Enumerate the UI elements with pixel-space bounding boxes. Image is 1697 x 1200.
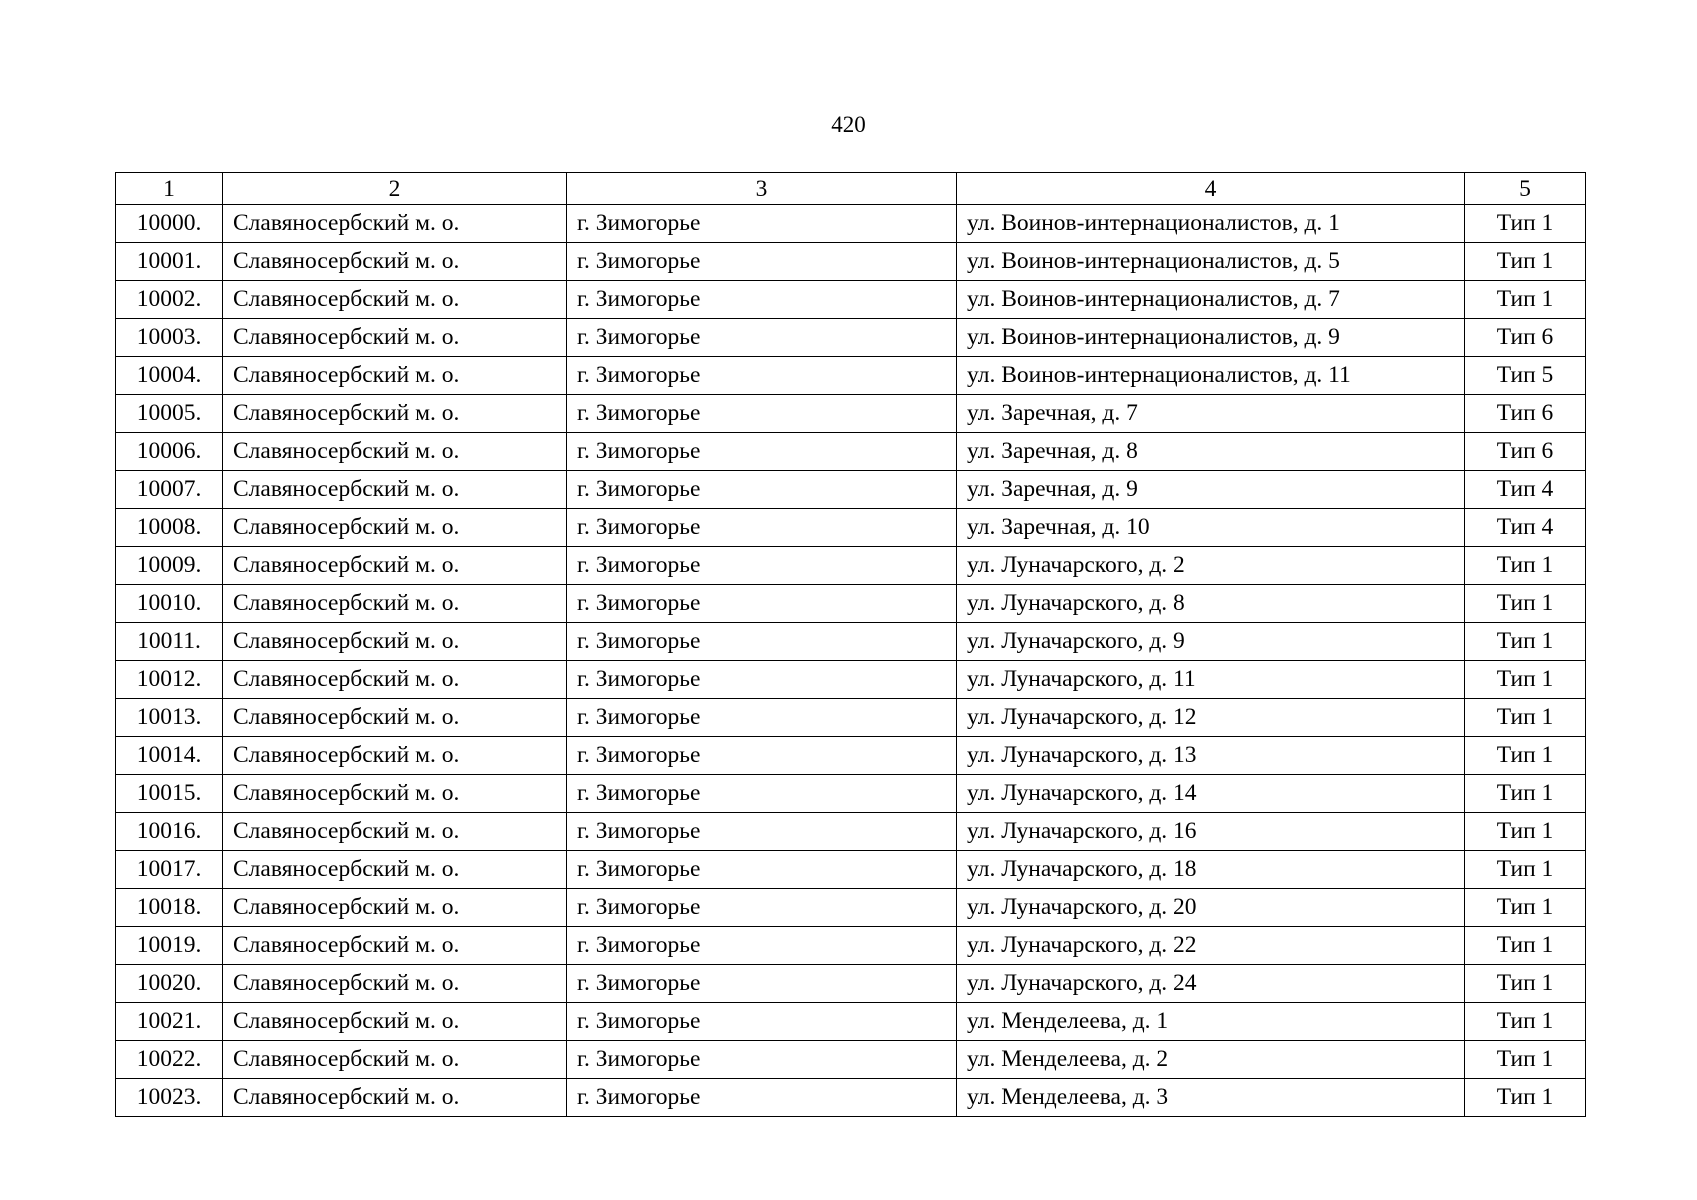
page-number: 420 xyxy=(831,112,866,137)
row-number-cell: 10008. xyxy=(116,509,223,547)
address-cell: ул. Луначарского, д. 14 xyxy=(957,775,1465,813)
district-cell: Славяносербский м. о. xyxy=(223,623,567,661)
address-cell: ул. Воинов-интернационалистов, д. 1 xyxy=(957,205,1465,243)
table-row xyxy=(116,623,1586,661)
address-cell: ул. Заречная, д. 7 xyxy=(957,395,1465,433)
type-cell: Тип 6 xyxy=(1465,319,1586,357)
type-cell: Тип 5 xyxy=(1465,357,1586,395)
address-cell: ул. Луначарского, д. 12 xyxy=(957,699,1465,737)
table-row xyxy=(116,927,1586,965)
city-cell: г. Зимогорье xyxy=(567,889,957,927)
address-cell: ул. Заречная, д. 9 xyxy=(957,471,1465,509)
row-number-cell: 10006. xyxy=(116,433,223,471)
address-cell: ул. Луначарского, д. 8 xyxy=(957,585,1465,623)
table-row xyxy=(116,281,1586,319)
address-cell: ул. Заречная, д. 10 xyxy=(957,509,1465,547)
column-header-3: 3 xyxy=(567,173,957,205)
type-cell: Тип 1 xyxy=(1465,927,1586,965)
city-cell: г. Зимогорье xyxy=(567,737,957,775)
address-cell: ул. Менделеева, д. 3 xyxy=(957,1079,1465,1117)
address-cell: ул. Воинов-интернационалистов, д. 11 xyxy=(957,357,1465,395)
row-number-cell: 10022. xyxy=(116,1041,223,1079)
type-cell: Тип 1 xyxy=(1465,851,1586,889)
type-cell: Тип 1 xyxy=(1465,1079,1586,1117)
table-row xyxy=(116,547,1586,585)
row-number-cell: 10002. xyxy=(116,281,223,319)
row-number-cell: 10016. xyxy=(116,813,223,851)
city-cell: г. Зимогорье xyxy=(567,243,957,281)
city-cell: г. Зимогорье xyxy=(567,471,957,509)
address-cell: ул. Луначарского, д. 20 xyxy=(957,889,1465,927)
district-cell: Славяносербский м. о. xyxy=(223,357,567,395)
address-cell: ул. Луначарского, д. 11 xyxy=(957,661,1465,699)
row-number-cell: 10017. xyxy=(116,851,223,889)
type-cell: Тип 4 xyxy=(1465,509,1586,547)
table-body xyxy=(116,205,1586,1117)
city-cell: г. Зимогорье xyxy=(567,965,957,1003)
row-number-cell: 10011. xyxy=(116,623,223,661)
district-cell: Славяносербский м. о. xyxy=(223,813,567,851)
district-cell: Славяносербский м. о. xyxy=(223,775,567,813)
city-cell: г. Зимогорье xyxy=(567,281,957,319)
city-cell: г. Зимогорье xyxy=(567,661,957,699)
city-cell: г. Зимогорье xyxy=(567,813,957,851)
table-row xyxy=(116,471,1586,509)
table-row xyxy=(116,205,1586,243)
table-row xyxy=(116,433,1586,471)
address-table xyxy=(115,172,1586,1117)
table-row xyxy=(116,509,1586,547)
row-number-cell: 10015. xyxy=(116,775,223,813)
row-number-cell: 10010. xyxy=(116,585,223,623)
district-cell: Славяносербский м. о. xyxy=(223,1003,567,1041)
city-cell: г. Зимогорье xyxy=(567,699,957,737)
address-cell: ул. Луначарского, д. 18 xyxy=(957,851,1465,889)
type-cell: Тип 1 xyxy=(1465,243,1586,281)
city-cell: г. Зимогорье xyxy=(567,927,957,965)
district-cell: Славяносербский м. о. xyxy=(223,699,567,737)
table-row xyxy=(116,319,1586,357)
table-row xyxy=(116,851,1586,889)
city-cell: г. Зимогорье xyxy=(567,205,957,243)
city-cell: г. Зимогорье xyxy=(567,851,957,889)
city-cell: г. Зимогорье xyxy=(567,395,957,433)
address-cell: ул. Луначарского, д. 9 xyxy=(957,623,1465,661)
district-cell: Славяносербский м. о. xyxy=(223,661,567,699)
column-header-2: 2 xyxy=(223,173,567,205)
address-cell: ул. Воинов-интернационалистов, д. 9 xyxy=(957,319,1465,357)
type-cell: Тип 1 xyxy=(1465,585,1586,623)
district-cell: Славяносербский м. о. xyxy=(223,547,567,585)
address-cell: ул. Луначарского, д. 16 xyxy=(957,813,1465,851)
address-cell: ул. Луначарского, д. 13 xyxy=(957,737,1465,775)
type-cell: Тип 6 xyxy=(1465,433,1586,471)
city-cell: г. Зимогорье xyxy=(567,433,957,471)
address-cell: ул. Менделеева, д. 1 xyxy=(957,1003,1465,1041)
city-cell: г. Зимогорье xyxy=(567,509,957,547)
type-cell: Тип 1 xyxy=(1465,889,1586,927)
column-header-4: 4 xyxy=(957,173,1465,205)
district-cell: Славяносербский м. о. xyxy=(223,319,567,357)
row-number-cell: 10007. xyxy=(116,471,223,509)
address-cell: ул. Луначарского, д. 2 xyxy=(957,547,1465,585)
table-row xyxy=(116,585,1586,623)
city-cell: г. Зимогорье xyxy=(567,547,957,585)
city-cell: г. Зимогорье xyxy=(567,623,957,661)
address-cell: ул. Воинов-интернационалистов, д. 7 xyxy=(957,281,1465,319)
city-cell: г. Зимогорье xyxy=(567,319,957,357)
table-row xyxy=(116,243,1586,281)
district-cell: Славяносербский м. о. xyxy=(223,1041,567,1079)
table-row xyxy=(116,813,1586,851)
row-number-cell: 10023. xyxy=(116,1079,223,1117)
table-row xyxy=(116,1079,1586,1117)
city-cell: г. Зимогорье xyxy=(567,1041,957,1079)
type-cell: Тип 1 xyxy=(1465,965,1586,1003)
row-number-cell: 10013. xyxy=(116,699,223,737)
district-cell: Славяносербский м. о. xyxy=(223,281,567,319)
district-cell: Славяносербский м. о. xyxy=(223,395,567,433)
table-row xyxy=(116,661,1586,699)
type-cell: Тип 1 xyxy=(1465,205,1586,243)
type-cell: Тип 1 xyxy=(1465,1041,1586,1079)
district-cell: Славяносербский м. о. xyxy=(223,433,567,471)
row-number-cell: 10001. xyxy=(116,243,223,281)
district-cell: Славяносербский м. о. xyxy=(223,585,567,623)
address-cell: ул. Заречная, д. 8 xyxy=(957,433,1465,471)
district-cell: Славяносербский м. о. xyxy=(223,889,567,927)
district-cell: Славяносербский м. о. xyxy=(223,965,567,1003)
row-number-cell: 10020. xyxy=(116,965,223,1003)
type-cell: Тип 6 xyxy=(1465,395,1586,433)
row-number-cell: 10018. xyxy=(116,889,223,927)
table-row xyxy=(116,889,1586,927)
row-number-cell: 10003. xyxy=(116,319,223,357)
district-cell: Славяносербский м. о. xyxy=(223,205,567,243)
header-row xyxy=(116,173,1586,205)
row-number-cell: 10012. xyxy=(116,661,223,699)
district-cell: Славяносербский м. о. xyxy=(223,509,567,547)
table-row xyxy=(116,965,1586,1003)
type-cell: Тип 1 xyxy=(1465,623,1586,661)
type-cell: Тип 1 xyxy=(1465,699,1586,737)
city-cell: г. Зимогорье xyxy=(567,357,957,395)
city-cell: г. Зимогорье xyxy=(567,775,957,813)
row-number-cell: 10004. xyxy=(116,357,223,395)
row-number-cell: 10005. xyxy=(116,395,223,433)
city-cell: г. Зимогорье xyxy=(567,1079,957,1117)
city-cell: г. Зимогорье xyxy=(567,585,957,623)
table-row xyxy=(116,1041,1586,1079)
district-cell: Славяносербский м. о. xyxy=(223,737,567,775)
type-cell: Тип 1 xyxy=(1465,737,1586,775)
district-cell: Славяносербский м. о. xyxy=(223,851,567,889)
table-header xyxy=(116,173,1586,205)
address-cell: ул. Луначарского, д. 22 xyxy=(957,927,1465,965)
type-cell: Тип 1 xyxy=(1465,661,1586,699)
type-cell: Тип 1 xyxy=(1465,547,1586,585)
table-row xyxy=(116,1003,1586,1041)
table-row xyxy=(116,775,1586,813)
table-row xyxy=(116,699,1586,737)
row-number-cell: 10014. xyxy=(116,737,223,775)
table-row xyxy=(116,357,1586,395)
address-cell: ул. Менделеева, д. 2 xyxy=(957,1041,1465,1079)
type-cell: Тип 1 xyxy=(1465,281,1586,319)
address-cell: ул. Воинов-интернационалистов, д. 5 xyxy=(957,243,1465,281)
row-number-cell: 10019. xyxy=(116,927,223,965)
row-number-cell: 10009. xyxy=(116,547,223,585)
column-header-1: 1 xyxy=(116,173,223,205)
type-cell: Тип 1 xyxy=(1465,1003,1586,1041)
table-row xyxy=(116,737,1586,775)
address-cell: ул. Луначарского, д. 24 xyxy=(957,965,1465,1003)
row-number-cell: 10000. xyxy=(116,205,223,243)
city-cell: г. Зимогорье xyxy=(567,1003,957,1041)
district-cell: Славяносербский м. о. xyxy=(223,471,567,509)
type-cell: Тип 4 xyxy=(1465,471,1586,509)
type-cell: Тип 1 xyxy=(1465,813,1586,851)
district-cell: Славяносербский м. о. xyxy=(223,243,567,281)
district-cell: Славяносербский м. о. xyxy=(223,1079,567,1117)
row-number-cell: 10021. xyxy=(116,1003,223,1041)
column-header-5: 5 xyxy=(1465,173,1586,205)
table-row xyxy=(116,395,1586,433)
district-cell: Славяносербский м. о. xyxy=(223,927,567,965)
type-cell: Тип 1 xyxy=(1465,775,1586,813)
